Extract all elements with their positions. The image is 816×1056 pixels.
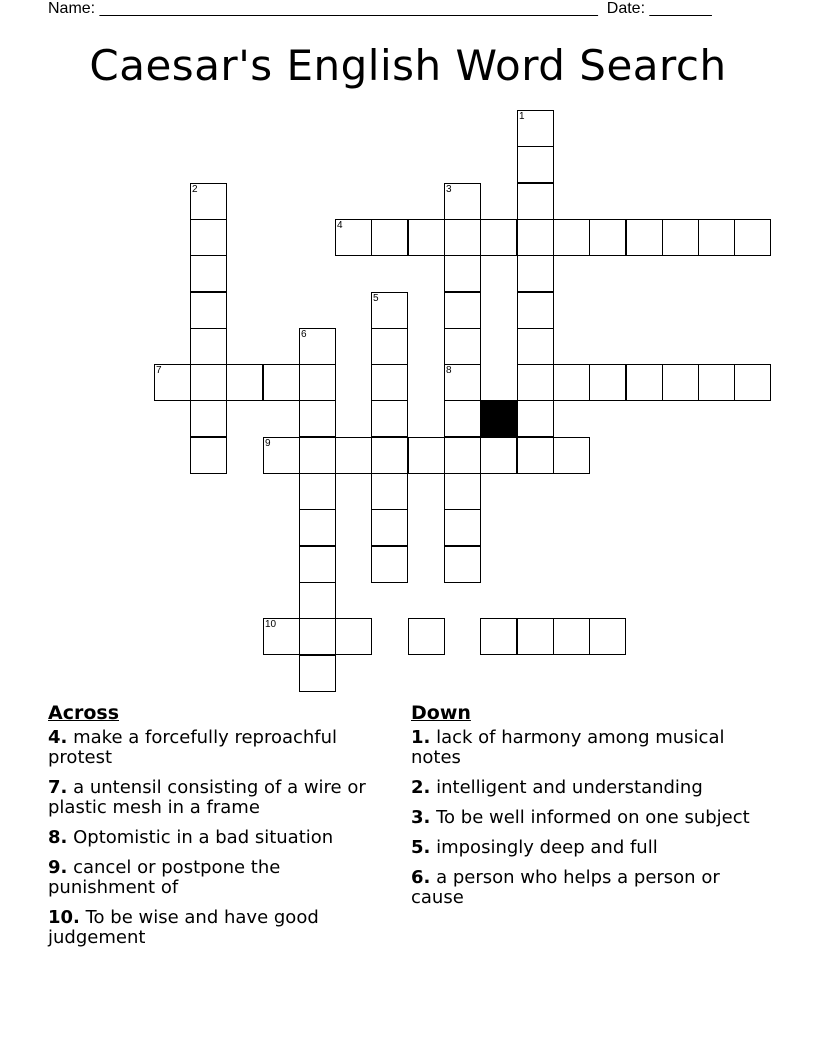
grid-cell[interactable] xyxy=(408,219,445,256)
grid-cell[interactable] xyxy=(190,328,227,365)
grid-cell[interactable] xyxy=(517,110,554,147)
grid-cell[interactable] xyxy=(589,364,626,401)
grid-cell[interactable] xyxy=(553,618,590,655)
clue-item xyxy=(411,868,751,908)
clue-item-text: To be wise and have good judgement xyxy=(48,907,319,948)
grid-cell[interactable] xyxy=(480,219,517,256)
clue-item-text: Optomistic in a bad situation xyxy=(67,827,334,848)
grid-block xyxy=(480,400,517,437)
grid-cell[interactable] xyxy=(371,546,408,583)
grid-cell[interactable] xyxy=(226,364,263,401)
clue-item-number: 8. xyxy=(48,827,68,848)
grid-cell[interactable] xyxy=(444,509,481,546)
clue-item xyxy=(411,728,751,768)
grid-cell[interactable] xyxy=(190,364,227,401)
grid-cell[interactable] xyxy=(517,328,554,365)
clue-item xyxy=(411,838,751,858)
clue-item-text: a untensil consisting of a wire or plastic mesh in a frame xyxy=(48,777,366,818)
clue-item xyxy=(411,808,751,828)
grid-cell[interactable] xyxy=(299,655,336,692)
grid-cell[interactable] xyxy=(698,219,735,256)
grid-cell[interactable] xyxy=(662,364,699,401)
grid-cell[interactable] xyxy=(444,328,481,365)
grid-cell[interactable] xyxy=(589,618,626,655)
clue-item xyxy=(48,828,388,848)
grid-cell[interactable] xyxy=(626,364,663,401)
grid-cell[interactable] xyxy=(190,183,227,220)
grid-cell[interactable] xyxy=(371,328,408,365)
grid-cell[interactable] xyxy=(408,437,445,474)
grid-cell[interactable] xyxy=(263,364,300,401)
grid-cell[interactable] xyxy=(190,400,227,437)
grid-cell[interactable] xyxy=(190,255,227,292)
grid-cell[interactable] xyxy=(299,437,336,474)
clue-item-number: 7. xyxy=(48,777,68,798)
grid-cell[interactable] xyxy=(444,437,481,474)
grid-cell[interactable] xyxy=(517,618,554,655)
grid-cell[interactable] xyxy=(444,292,481,329)
grid-cell[interactable] xyxy=(335,437,372,474)
date-field-label[interactable]: Date: _______ xyxy=(606,0,712,17)
grid-cell[interactable] xyxy=(480,437,517,474)
grid-cell[interactable] xyxy=(517,219,554,256)
grid-cell[interactable] xyxy=(299,582,336,619)
clue-item-number: 6. xyxy=(411,867,431,888)
grid-cell[interactable] xyxy=(553,437,590,474)
clue-number: 8 xyxy=(446,365,452,376)
grid-cell[interactable] xyxy=(190,437,227,474)
grid-cell[interactable] xyxy=(517,292,554,329)
clue-item xyxy=(411,778,751,798)
clue-item-number: 4. xyxy=(48,727,68,748)
grid-cell[interactable] xyxy=(371,509,408,546)
grid-cell[interactable] xyxy=(299,364,336,401)
clue-item xyxy=(48,728,388,768)
clue-number: 4 xyxy=(337,220,343,231)
grid-cell[interactable] xyxy=(371,219,408,256)
grid-cell[interactable] xyxy=(589,219,626,256)
grid-cell[interactable] xyxy=(371,364,408,401)
grid-cell[interactable] xyxy=(734,219,771,256)
grid-cell[interactable] xyxy=(190,292,227,329)
grid-cell[interactable] xyxy=(444,400,481,437)
down-heading: Down xyxy=(411,702,471,724)
clue-item-text: intelligent and understanding xyxy=(430,777,703,798)
grid-cell[interactable] xyxy=(299,328,336,365)
across-heading: Across xyxy=(48,702,120,724)
grid-cell[interactable] xyxy=(335,618,372,655)
down-clues xyxy=(411,702,751,918)
across-clue-list xyxy=(48,728,388,948)
clue-item-text: make a forcefully reproachful protest xyxy=(48,727,338,768)
clue-number: 3 xyxy=(446,184,452,195)
name-field-label[interactable]: Name: ________________________________________________________ xyxy=(48,0,598,17)
clue-number: 5 xyxy=(373,293,379,304)
grid-cell[interactable] xyxy=(553,364,590,401)
grid-cell[interactable] xyxy=(517,146,554,183)
grid-cell[interactable] xyxy=(662,219,699,256)
clue-number: 6 xyxy=(301,329,307,340)
grid-cell[interactable] xyxy=(444,546,481,583)
grid-cell[interactable] xyxy=(154,364,191,401)
grid-cell[interactable] xyxy=(444,219,481,256)
grid-cell[interactable] xyxy=(371,473,408,510)
clue-number: 10 xyxy=(265,619,277,630)
grid-cell[interactable] xyxy=(299,473,336,510)
grid-cell[interactable] xyxy=(444,473,481,510)
clue-item-number: 9. xyxy=(48,857,68,878)
grid-cell[interactable] xyxy=(371,400,408,437)
grid-cell[interactable] xyxy=(299,546,336,583)
grid-cell[interactable] xyxy=(371,292,408,329)
down-clue-list xyxy=(411,728,751,908)
clue-item xyxy=(48,908,388,948)
clue-item-number: 2. xyxy=(411,777,431,798)
grid-cell[interactable] xyxy=(299,618,336,655)
clue-item-text: imposingly deep and full xyxy=(430,837,658,858)
grid-cell[interactable] xyxy=(263,437,300,474)
page-title: Caesar's English Word Search xyxy=(89,41,727,90)
grid-cell[interactable] xyxy=(517,437,554,474)
grid-cell[interactable] xyxy=(517,364,554,401)
clue-item-number: 10. xyxy=(48,907,80,928)
across-clues xyxy=(48,702,388,958)
clue-number: 2 xyxy=(192,184,198,195)
grid-cell[interactable] xyxy=(698,364,735,401)
grid-cell[interactable] xyxy=(444,364,481,401)
grid-cell[interactable] xyxy=(480,618,517,655)
clue-item-number: 3. xyxy=(411,807,431,828)
grid-cell[interactable] xyxy=(553,219,590,256)
clue-item-number: 5. xyxy=(411,837,431,858)
clue-item-number: 1. xyxy=(411,727,431,748)
clue-item xyxy=(48,778,388,818)
clue-number: 7 xyxy=(156,365,162,376)
grid-cell[interactable] xyxy=(263,618,300,655)
clue-item xyxy=(48,858,388,898)
grid-cell[interactable] xyxy=(734,364,771,401)
grid-cell[interactable] xyxy=(517,400,554,437)
clue-item-text: lack of harmony among musical notes xyxy=(411,727,725,768)
grid-cell[interactable] xyxy=(517,183,554,220)
clue-number: 9 xyxy=(265,438,271,449)
grid-cell[interactable] xyxy=(299,400,336,437)
clue-item-text: cancel or postpone the punishment of xyxy=(48,857,281,898)
grid-cell[interactable] xyxy=(371,437,408,474)
grid-cell[interactable] xyxy=(299,509,336,546)
grid-cell[interactable] xyxy=(190,219,227,256)
clue-item-text: a person who helps a person or cause xyxy=(411,867,720,908)
grid-cell[interactable] xyxy=(626,219,663,256)
clue-item-text: To be well informed on one subject xyxy=(430,807,750,828)
grid-cell[interactable] xyxy=(517,255,554,292)
grid-cell[interactable] xyxy=(444,255,481,292)
grid-cell[interactable] xyxy=(335,219,372,256)
grid-cell[interactable] xyxy=(408,618,445,655)
grid-cell[interactable] xyxy=(444,183,481,220)
clue-number: 1 xyxy=(519,111,525,122)
